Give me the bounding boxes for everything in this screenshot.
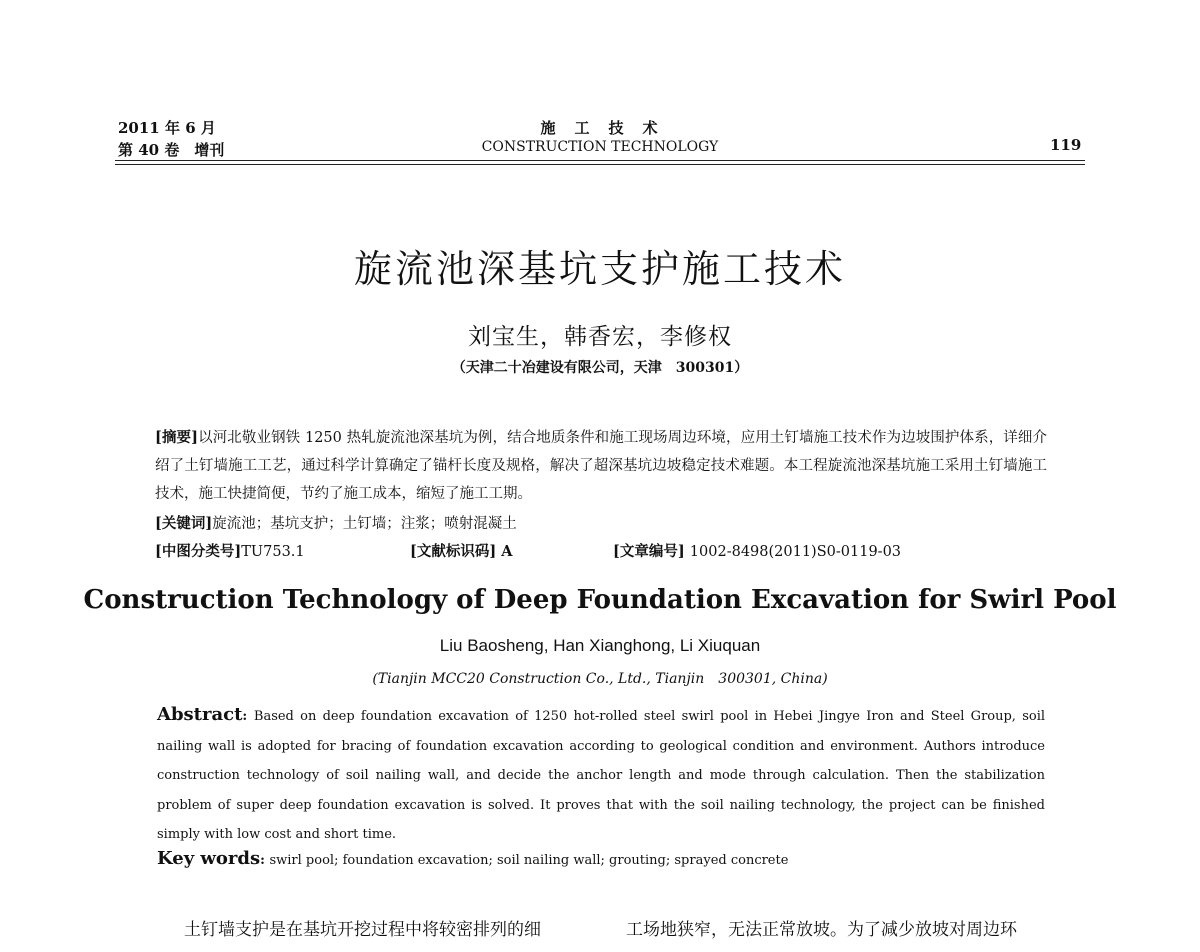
abstract-en: Abstract: Based on deep foundation excavation of 1250 hot-rolled steel swirl pool in Hebei Jingye Iron and Steel Group, soil nailing wall is adopted for bracing of foundation excavation according to geological condition and environment. Authors introduce construction technology of soil nailing wall, and decide the anchor length and mode through calculation. Then the stabilization problem of super deep foundation excavation is solved. It proves that with the soil nailing technology, the project can be finished simply with low cost and short time. — [157, 704, 1046, 842]
header-page-number: 119 — [1050, 136, 1082, 154]
header-rule-thin — [115, 164, 1085, 165]
abstract-cn — [155, 424, 1047, 508]
body-left-column: 土钉墙支护是在基坑开挖过程中将较密排列的细 — [150, 920, 541, 940]
abstract-cn-text: 以河北敬业钢铁 1250 热轧旋流池深基坑为例，结合地质条件和施工现场周边环境，应用土钉墙施工技术作为边坡围护体系，详细介绍了土钉墙施工工艺，通过科学计算确定了锚杆长度及规格，解决了超深基坑边坡稳定技术难题。本工程旋流池深基坑施工采用土钉墙施工技术，施工快捷简便，节约了施工成本，缩短了施工工期。 — [155, 430, 1047, 502]
affiliation-cn: （天津二十冶建设有限公司，天津 300301） — [451, 360, 749, 376]
authors-cn: 刘宝生，韩香宏，李修权 — [468, 324, 732, 350]
article-number-field — [613, 540, 901, 561]
title-cn: 旋流池深基坑支护施工技术 — [353, 247, 846, 291]
doc-code-field — [410, 540, 513, 561]
keywords-en: Key words: swirl pool; foundation excavation; soil nailing wall; grouting; sprayed concrete — [157, 848, 789, 869]
keywords-cn-label: [关键词] — [155, 515, 213, 532]
keywords-en-text: swirl pool; foundation excavation; soil nailing wall; grouting; sprayed concrete — [269, 853, 789, 868]
authors-en: Liu Baosheng, Han Xianghong, Li Xiuquan — [439, 636, 761, 655]
body-right-column: 工场地狭窄，无法正常放坡。为了减少放坡对周边环 — [626, 920, 1017, 940]
header-rule-thick — [115, 160, 1085, 161]
header-journal-cn: 施 工 技 术 — [540, 119, 660, 137]
abstract-cn-label: [摘要] — [155, 429, 199, 446]
article-number-label: [文章编号] — [613, 543, 685, 560]
clc-value: TU753.1 — [241, 544, 305, 560]
keywords-cn-text: 旋流池；基坑支护；土钉墙；注浆；喷射混凝土 — [212, 516, 517, 532]
abstract-en-label: Abstract — [157, 704, 243, 725]
title-en: Construction Technology of Deep Foundation Excavation for Swirl Pool — [83, 585, 1117, 615]
header-date: 2011 年 6 月 — [118, 119, 216, 137]
doc-code-value: A — [501, 543, 513, 560]
doc-code-label: [文献标识码] — [410, 543, 497, 560]
keywords-en-label: Key words — [157, 848, 261, 869]
abstract-en-text: Based on deep foundation excavation of 1250 hot-rolled steel swirl pool in Hebei Jingye Iron and Steel Group, soil nailing wall is adopted for bracing of foundation excavation according to geological condition and environment. Authors introduce construction technology of soil nailing wall, and decide the anchor length and mode through calculation. Then the stabilization problem of super deep foundation excavation is solved. It proves that with the soil nailing technology, the project can be finished simply with low cost and short time. — [157, 709, 1046, 842]
article-number-value: 1002-8498(2011)S0-0119-03 — [689, 544, 902, 560]
clc-field — [155, 540, 305, 561]
affiliation-en: (Tianjin MCC20 Construction Co., Ltd., Tianjin 300301, China) — [372, 671, 828, 687]
keywords-cn — [155, 512, 517, 533]
clc-label: [中图分类号] — [155, 543, 242, 560]
header-journal-en: CONSTRUCTION TECHNOLOGY — [481, 139, 719, 155]
header-volume: 第 40 卷 增刊 — [118, 141, 225, 159]
